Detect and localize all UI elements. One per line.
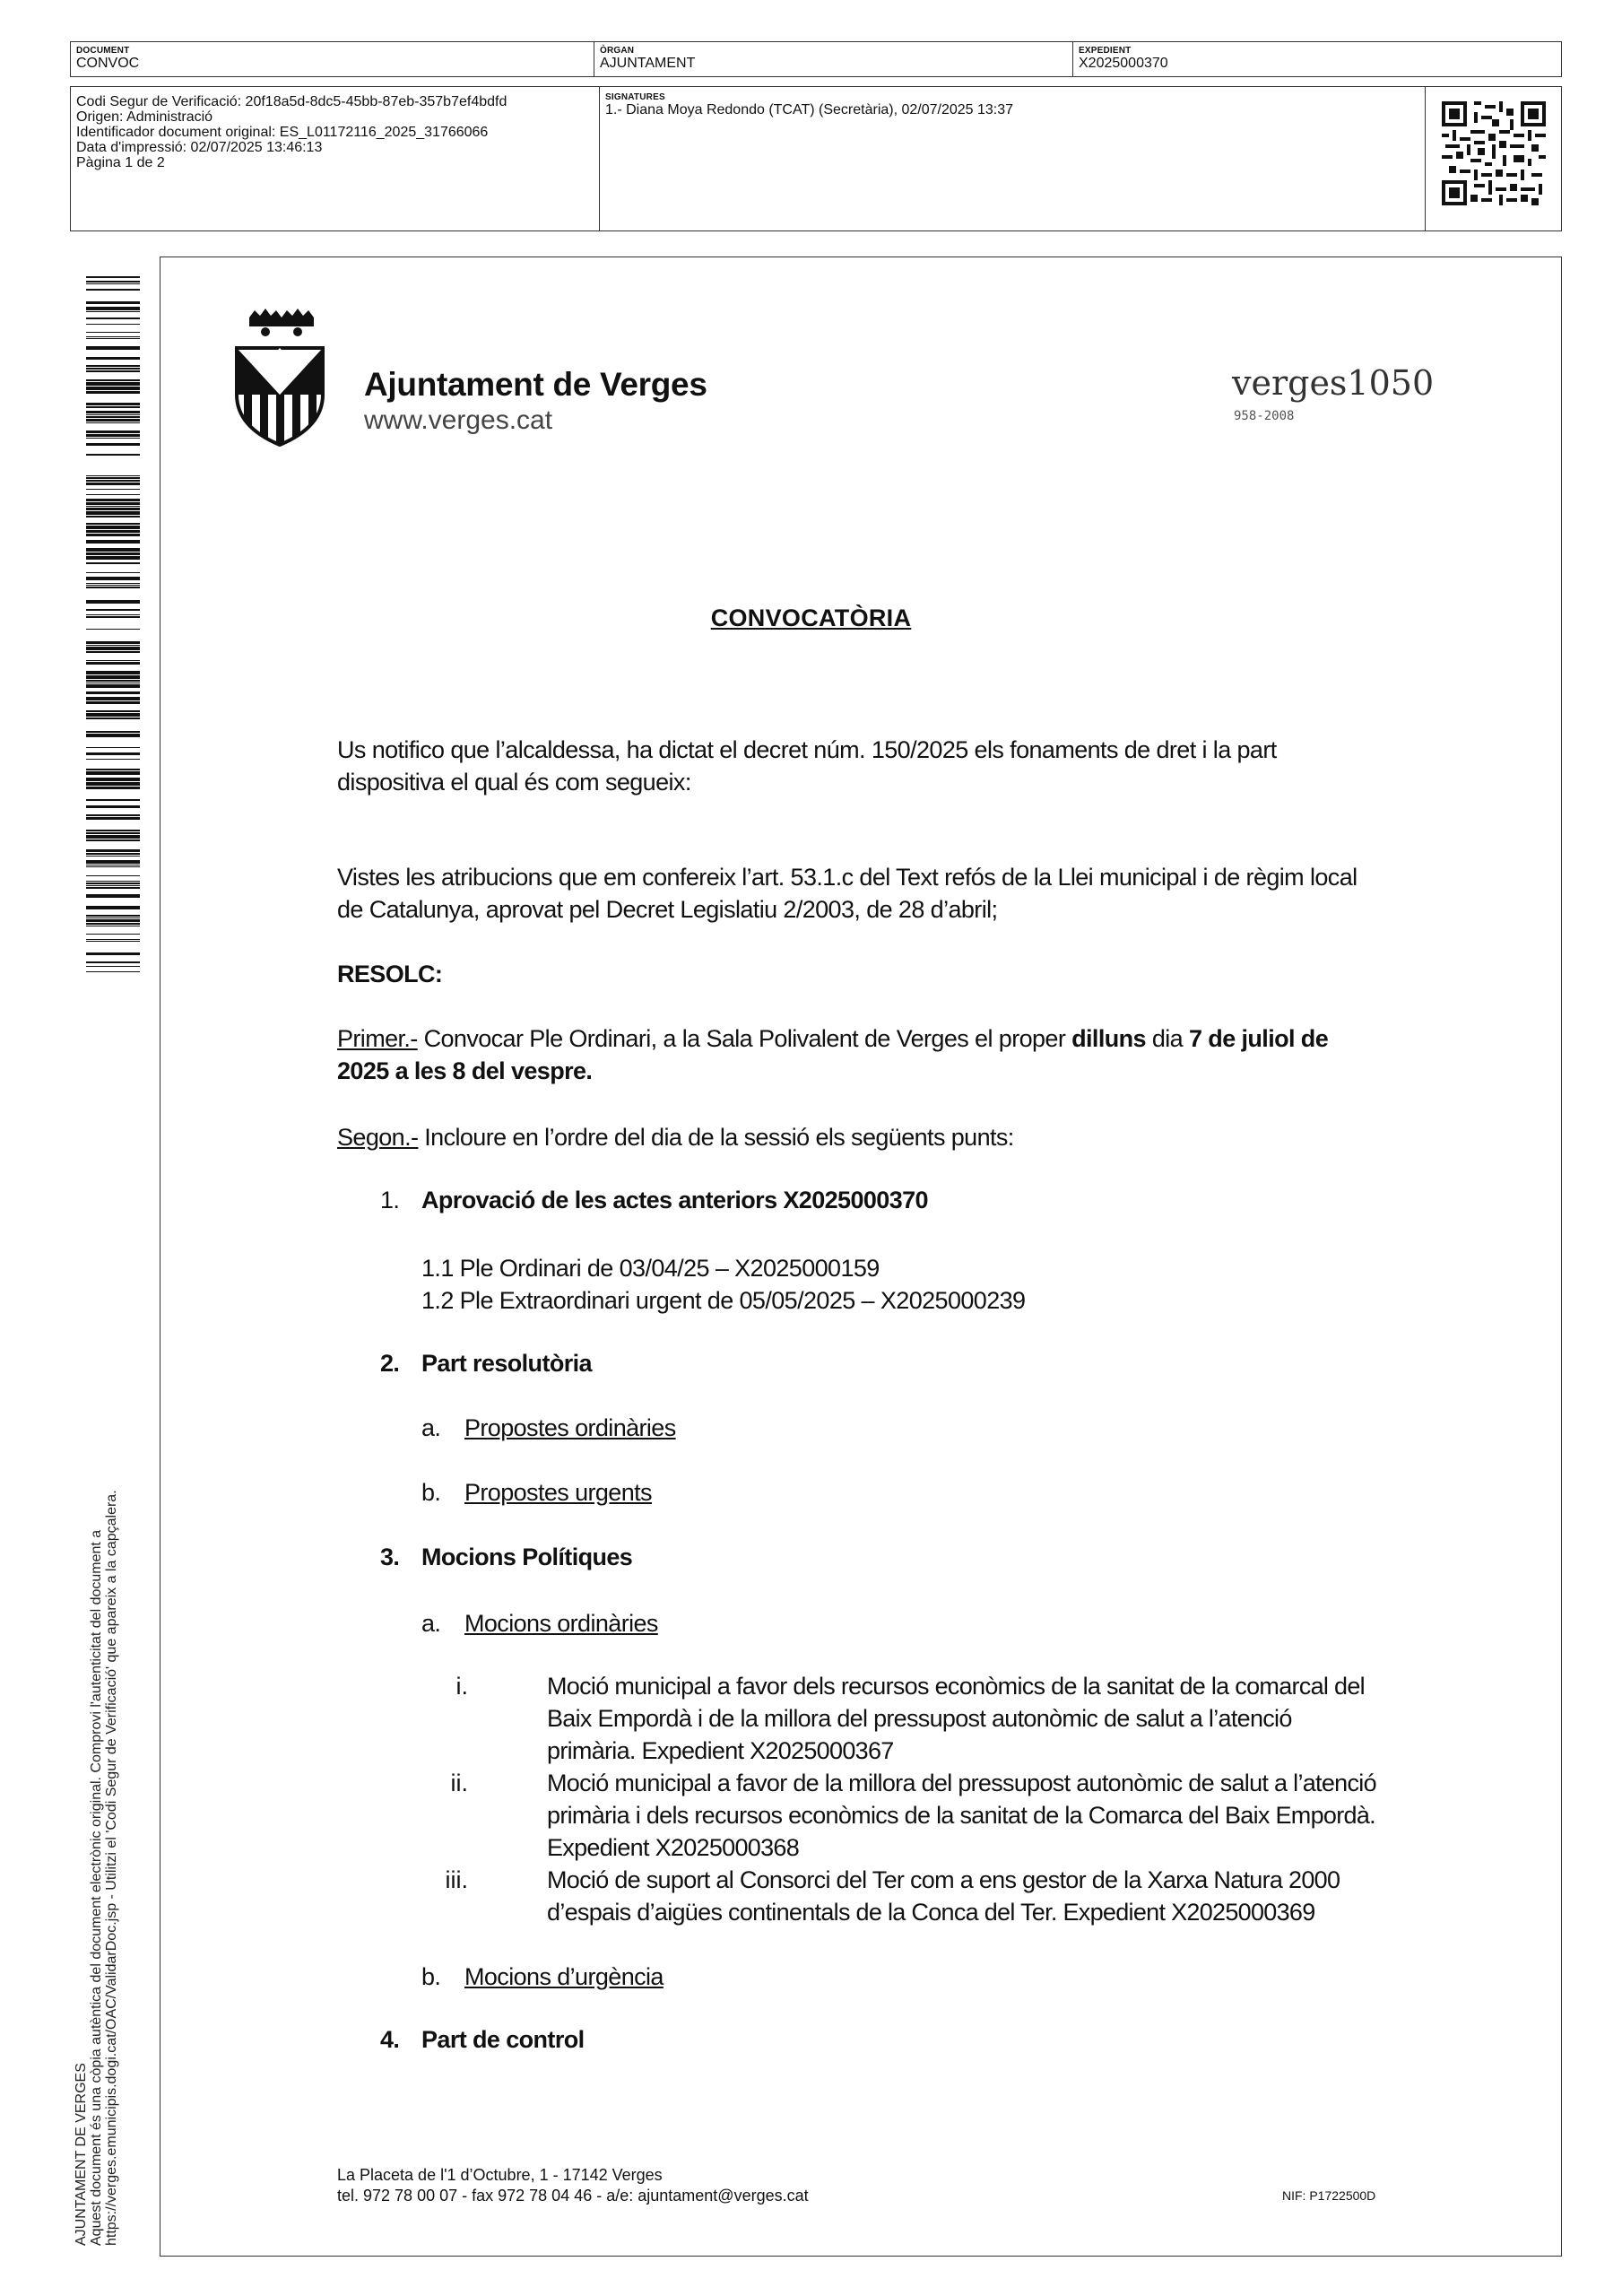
motion-number: ii.: [450, 1770, 468, 1796]
segon-text: Incloure en l’ordre del dia de la sessió els següents punts:: [418, 1124, 1014, 1151]
header-info-row: [70, 41, 1562, 77]
item-number: 2.: [380, 1350, 400, 1377]
document-cell: [71, 42, 594, 76]
logo-years: 958-2008: [1234, 409, 1295, 423]
primer-day: dilluns: [1071, 1025, 1146, 1052]
subitem-mocions-ordinaries: Mocions ordinàries: [464, 1610, 658, 1637]
signatures-label: SIGNATURES: [605, 92, 665, 102]
subitem-1-1: 1.1 Ple Ordinari de 03/04/25 – X2025000159: [421, 1255, 880, 1282]
origin: Origen: Administració: [76, 109, 213, 125]
authenticity-statement: Aquest document és una còpia autèntica del document electrònic original. Comprovi l'autenticitat del document a: [89, 1529, 104, 2246]
organ-value: AJUNTAMENT: [600, 56, 696, 71]
org-url[interactable]: www.verges.cat: [364, 405, 553, 435]
motion-number: iii.: [445, 1866, 468, 1893]
footer-nif: NIF: P1722500D: [1282, 2188, 1376, 2203]
primer-text2: dia: [1145, 1025, 1189, 1052]
coat-of-arms-icon: [228, 305, 332, 448]
qr-cell: [1425, 87, 1561, 230]
primer-paragraph: [337, 1022, 1383, 1087]
subitem-letter: a.: [421, 1414, 441, 1441]
segon-label: Segon.-: [337, 1124, 419, 1151]
motion-text: Moció municipal a favor de la millora del pressupost autonòmic de salut a l’atenció primària i dels recursos econòmics de la sanitat de la Comarca del Baix Empordà. Expedient X2025000368: [547, 1770, 1376, 1861]
item-title: Aprovació de les actes anteriors X2025000370: [421, 1187, 928, 1213]
item-title: Part resolutòria: [421, 1350, 592, 1377]
primer-date: 7 de juliol de 2025 a les 8 del vespre.: [337, 1025, 1329, 1084]
verification-meta: [71, 87, 599, 230]
qr-code-icon[interactable]: [1442, 101, 1546, 205]
motion-text: Moció municipal a favor dels recursos econòmics de la sanitat de la comarcal del Baix Empordà i de la millora del pressupost autonòmic de salut a l’atenció primària. Expedient X2025000367: [547, 1673, 1365, 1764]
page-number: Pàgina 1 de 2: [76, 155, 165, 170]
item-title: Mocions Polítiques: [421, 1544, 633, 1570]
item-number: 3.: [380, 1544, 400, 1570]
footer-address: La Placeta de l'1 d’Octubre, 1 - 17142 Verges: [337, 2166, 663, 2184]
original-id: Identificador document original: ES_L01172116_2025_31766066: [76, 125, 489, 140]
motion-text: Moció de suport al Consorci del Ter com a ens gestor de la Xarxa Natura 2000 d’espais d’aigües continentals de la Conca del Ter. Expedient X2025000369: [547, 1866, 1340, 1926]
org-name: Ajuntament de Verges: [364, 366, 707, 403]
logo-word: verges1050: [1232, 363, 1435, 403]
signatures-cell: [599, 87, 1425, 230]
document-label: DOCUMENT: [76, 46, 130, 56]
item-number: 1.: [380, 1187, 400, 1213]
footer-phone-email: tel. 972 78 00 07 - fax 972 78 04 46 - a/e: ajuntament@verges.cat: [337, 2187, 809, 2205]
vistes-paragraph: Vistes les atribucions que em confereix l’art. 53.1.c del Text refós de la Llei municipal i de règim local de Catalunya, aprovat pel Decret Legislatiu 2/2003, de 28 d’abril;: [337, 864, 1357, 923]
organ-cell: [594, 42, 1072, 76]
primer-text: Convocar Ple Ordinari, a la Sala Polivalent de Verges el proper: [417, 1025, 1072, 1052]
subitem-letter: b.: [421, 1963, 441, 1990]
signature-entry: 1.- Diana Moya Redondo (TCAT) (Secretària), 02/07/2025 13:37: [605, 102, 1014, 117]
subitem-propostes-urgents: Propostes urgents: [464, 1479, 652, 1506]
primer-label: Primer.-: [337, 1025, 418, 1052]
expedient-label: EXPEDIENT: [1079, 46, 1132, 56]
footer-contact: [337, 2165, 809, 2206]
subitem-propostes-ordinaries: Propostes ordinàries: [464, 1414, 676, 1441]
authenticity-note: [74, 1313, 119, 2246]
intro-paragraph: Us notifico que l’alcaldessa, ha dictat el decret núm. 150/2025 els fonaments de dret i la part dispositiva el qual és com segueix:: [337, 736, 1277, 796]
segon-paragraph: [337, 1121, 1383, 1153]
authenticity-org: AJUNTAMENT DE VERGES: [74, 2063, 89, 2246]
item-number: 4.: [380, 2026, 400, 2053]
header-meta-row: [70, 86, 1562, 231]
subitem-letter: b.: [421, 1479, 441, 1506]
authenticity-url[interactable]: https://verges.emunicipis.dogi.cat/OAC/ValidarDoc.jsp - Utilitzi el 'Codi Segur de Verificació' que apareix a la capçalera.: [104, 1490, 119, 2246]
document-value: CONVOC: [76, 56, 140, 71]
organ-label: ÒRGAN: [600, 46, 635, 56]
motion-number: i.: [455, 1673, 468, 1700]
csv-code: Codi Segur de Verificació: 20f18a5d-8dc5-45bb-87eb-357b7ef4bdfd: [76, 94, 507, 109]
print-date: Data d'impressió: 02/07/2025 13:46:13: [76, 140, 323, 155]
item-title: Part de control: [421, 2026, 585, 2053]
subitem-1-2: 1.2 Ple Extraordinari urgent de 05/05/2025 – X2025000239: [421, 1287, 1026, 1314]
subitem-mocions-urgencia: Mocions d’urgència: [464, 1963, 664, 1990]
document-title: CONVOCATÒRIA: [710, 604, 912, 631]
verges-1050-logo: [1228, 357, 1462, 434]
expedient-value: X2025000370: [1079, 56, 1168, 71]
resolc-heading: RESOLC:: [337, 961, 443, 987]
expedient-cell: [1072, 42, 1561, 76]
subitem-letter: a.: [421, 1610, 441, 1637]
